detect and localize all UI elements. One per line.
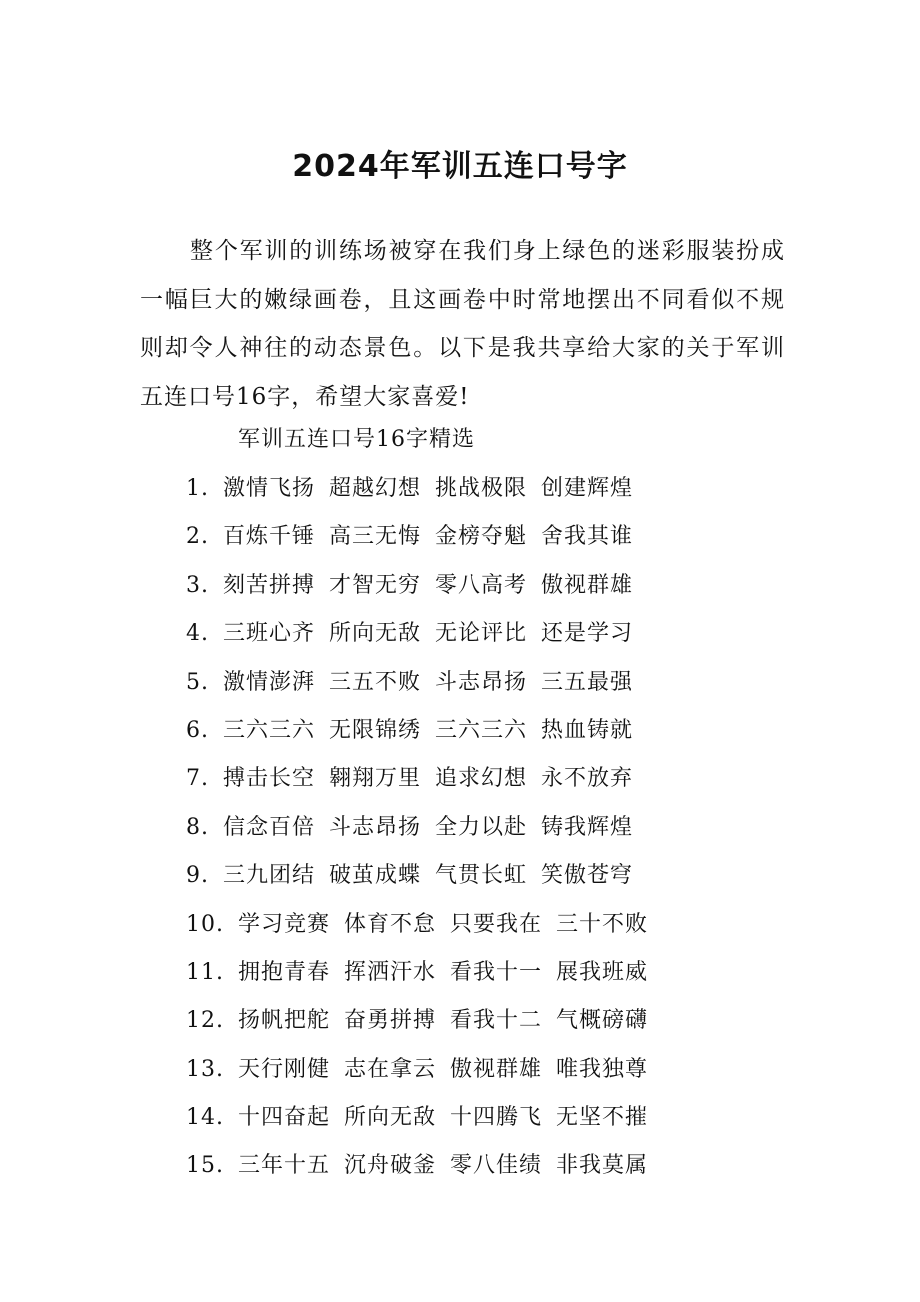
- slogan-number: 15.: [186, 1153, 224, 1179]
- slogan-item: [186, 1094, 806, 1142]
- slogan-item: [186, 1046, 806, 1094]
- slogan-item: [186, 562, 806, 610]
- slogan-item: [186, 949, 806, 997]
- slogan-number: 10.: [186, 911, 224, 937]
- slogan-item: [186, 804, 806, 852]
- slogan-number: 6.: [186, 717, 209, 743]
- slogan-list: [186, 465, 806, 1191]
- slogan-text: 三年十五 沉舟破釜 零八佳绩 非我莫属: [238, 1153, 648, 1179]
- slogan-text: 百炼千锤 高三无悔 金榜夺魁 舍我其谁: [223, 524, 633, 550]
- slogan-number: 4.: [186, 621, 209, 647]
- slogan-text: 三班心齐 所向无敌 无论评比 还是学习: [223, 621, 633, 647]
- slogan-item: [186, 610, 806, 658]
- slogan-item: [186, 1142, 806, 1190]
- section-subheading: 军训五连口号16字精选: [238, 427, 475, 452]
- slogan-text: 扬帆把舵 奋勇拼搏 看我十二 气概磅礴: [238, 1008, 648, 1034]
- slogan-text: 三六三六 无限锦绣 三六三六 热血铸就: [223, 717, 633, 743]
- slogan-number: 12.: [186, 1008, 224, 1034]
- slogan-text: 天行刚健 志在拿云 傲视群雄 唯我独尊: [238, 1056, 648, 1082]
- slogan-number: 13.: [186, 1056, 224, 1082]
- slogan-number: 8.: [186, 814, 209, 840]
- slogan-text: 十四奋起 所向无敌 十四腾飞 无坚不摧: [238, 1105, 648, 1131]
- slogan-number: 1.: [186, 476, 209, 501]
- slogan-item: [186, 513, 806, 561]
- slogan-number: 2.: [186, 524, 209, 550]
- slogan-number: 9.: [186, 863, 209, 889]
- slogan-item: [186, 659, 806, 707]
- slogan-number: 11.: [186, 959, 224, 985]
- document-title: 2024年军训五连口号字: [292, 149, 628, 184]
- slogan-text: 刻苦拼搏 才智无穷 零八高考 傲视群雄: [223, 572, 633, 598]
- slogan-text: 三九团结 破茧成蝶 气贯长虹 笑傲苍穹: [223, 863, 633, 889]
- slogan-item: [186, 755, 806, 803]
- slogan-item: [186, 852, 806, 900]
- slogan-text: 激情飞扬 超越幻想 挑战极限 创建辉煌: [223, 476, 633, 501]
- slogan-number: 5.: [186, 669, 209, 695]
- slogan-text: 学习竞赛 体育不怠 只要我在 三十不败: [238, 911, 648, 937]
- slogan-item: [186, 465, 806, 513]
- slogan-text: 搏击长空 翱翔万里 追求幻想 永不放弃: [223, 766, 633, 792]
- slogan-number: 3.: [186, 572, 209, 598]
- slogan-text: 激情澎湃 三五不败 斗志昂扬 三五最强: [223, 669, 633, 695]
- intro-paragraph: 整个军训的训练场被穿在我们身上绿色的迷彩服装扮成一幅巨大的嫩绿画卷，且这画卷中时常地摆出不同看似不规则却令人神往的动态景色。以下是我共享给大家的关于军训五连口号16字，希望大家喜爱!: [140, 238, 785, 410]
- slogan-item: [186, 901, 806, 949]
- slogan-item: [186, 997, 806, 1045]
- slogan-text: 拥抱青春 挥洒汗水 看我十一 展我班威: [238, 959, 648, 985]
- slogan-number: 14.: [186, 1105, 224, 1131]
- slogan-item: [186, 707, 806, 755]
- slogan-text: 信念百倍 斗志昂扬 全力以赴 铸我辉煌: [223, 814, 633, 840]
- slogan-number: 7.: [186, 766, 209, 792]
